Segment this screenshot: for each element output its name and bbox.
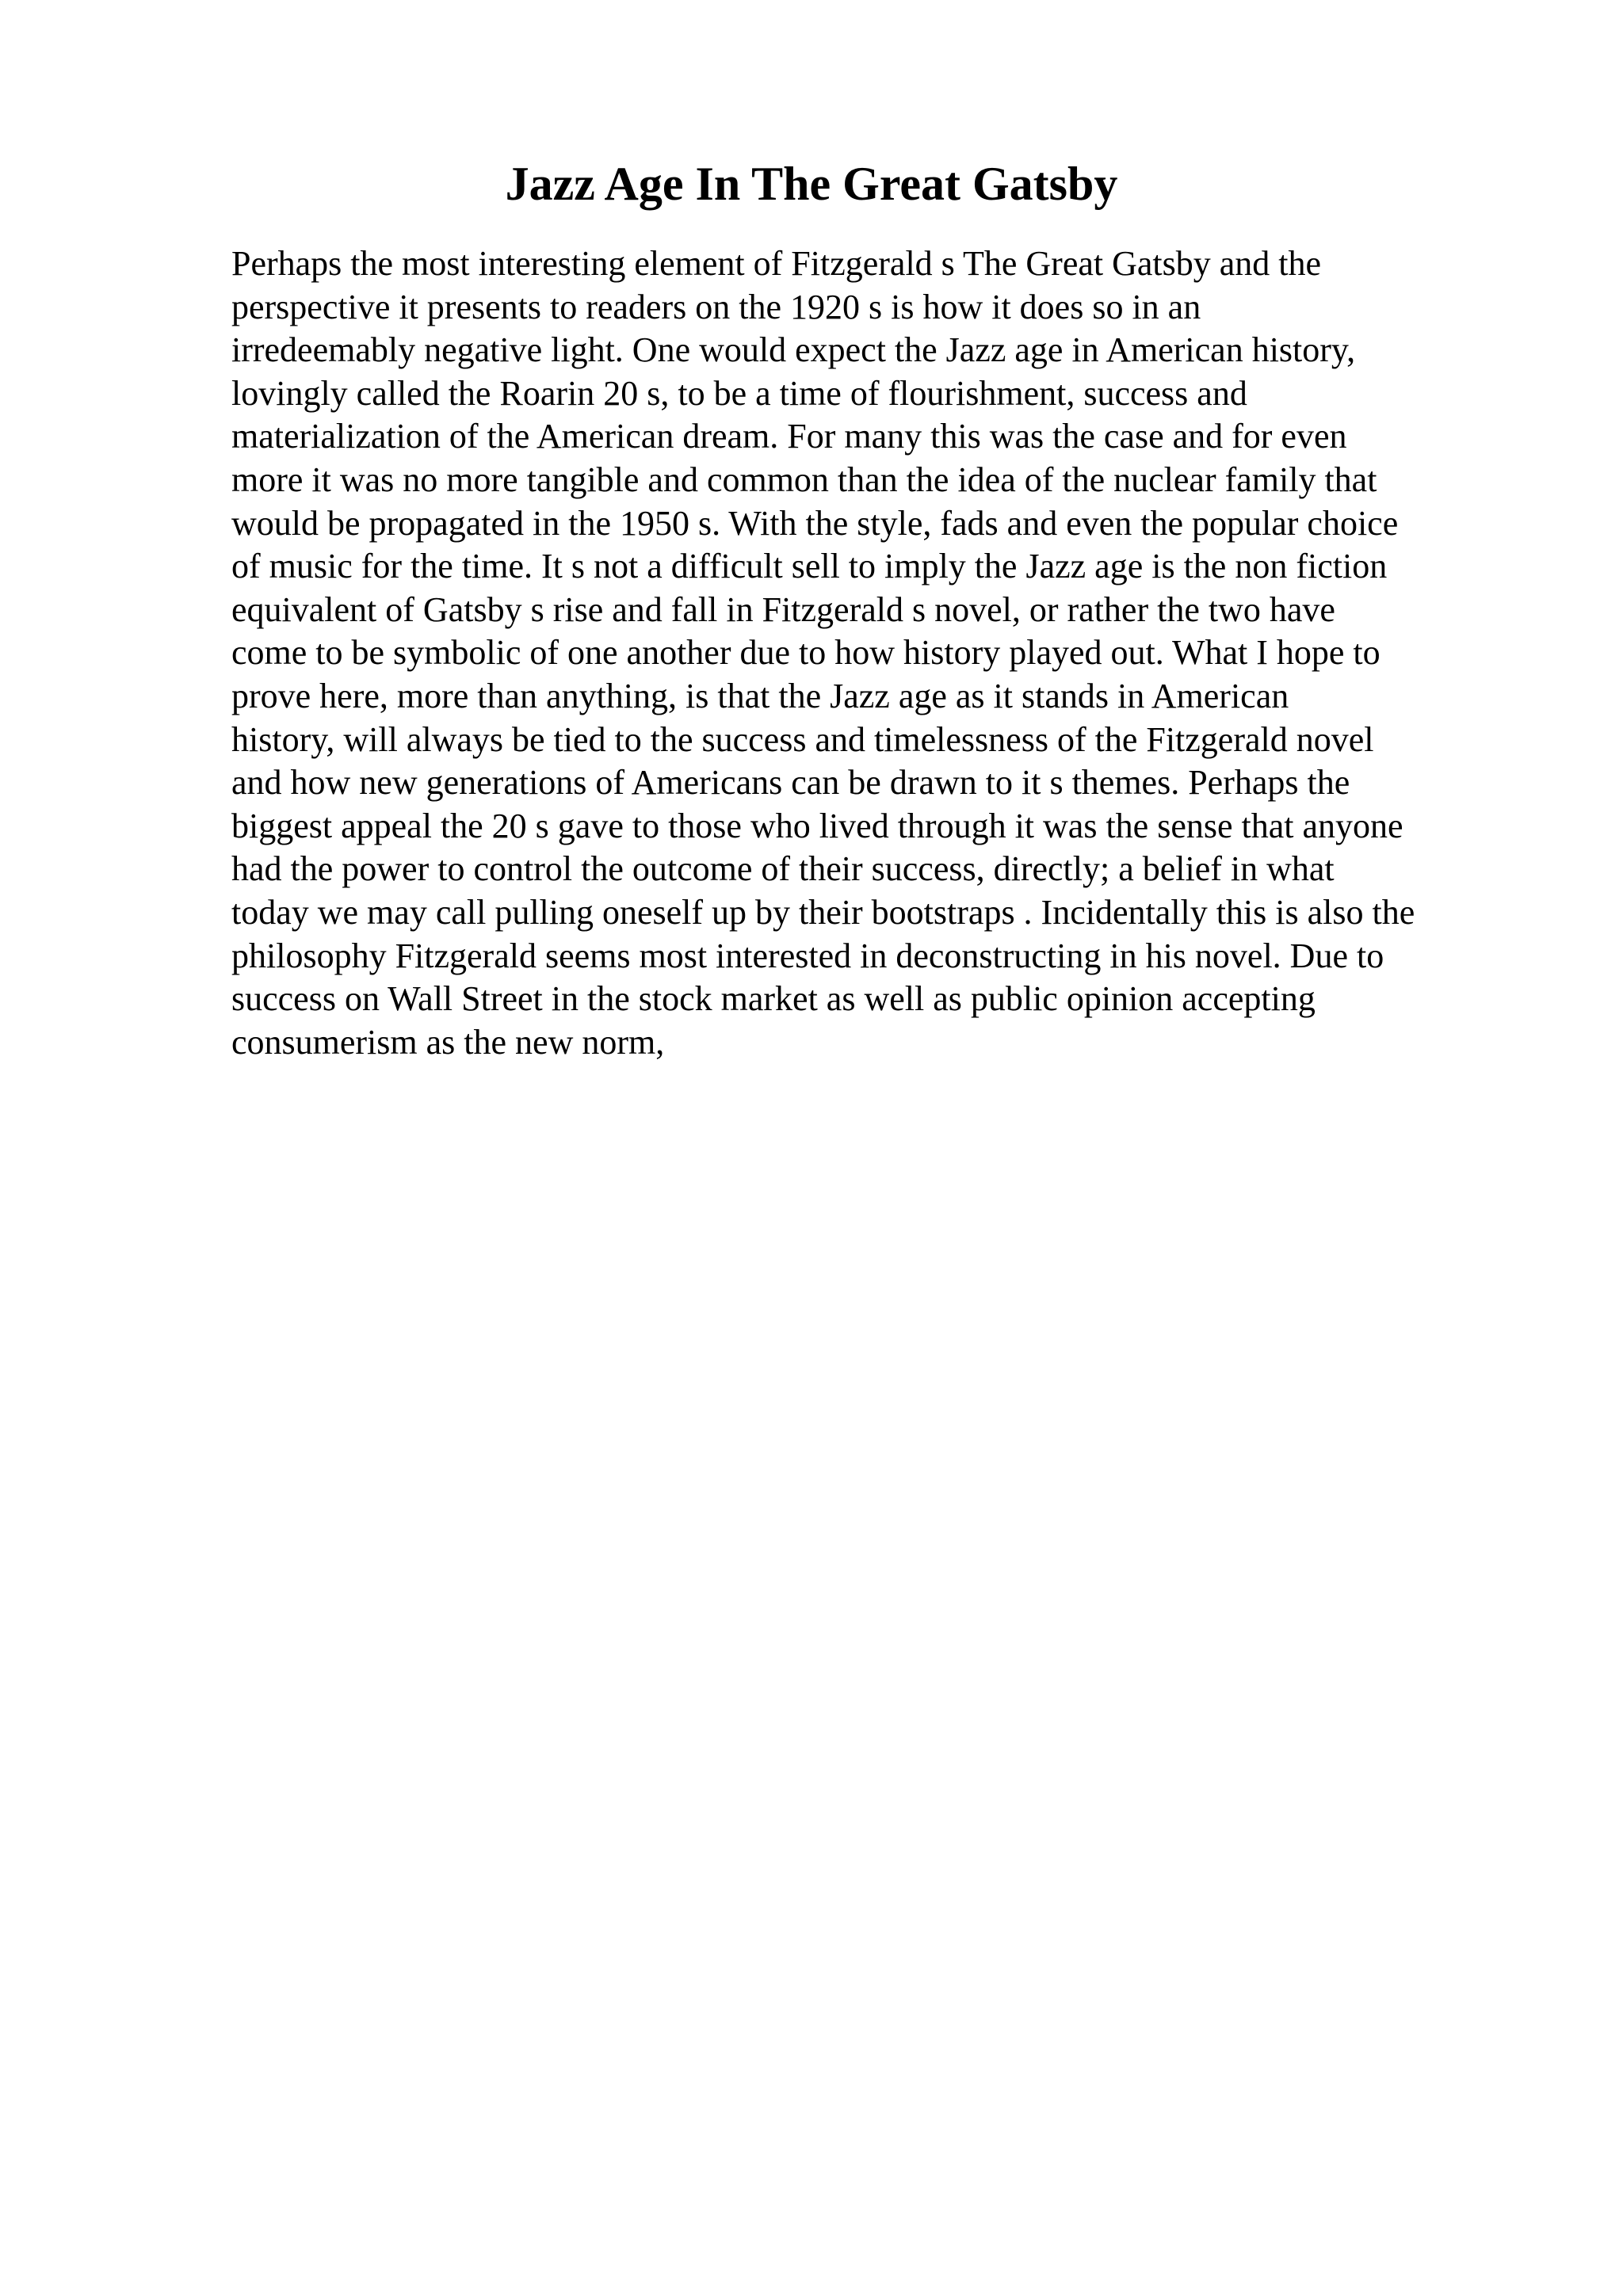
text-line: and how new generations of Americans can be drawn to it s themes. Perhaps the: [231, 763, 1350, 803]
text-line: consumerism as the new norm,: [231, 1022, 665, 1062]
text-line: irredeemably negative light. One would expect the Jazz age in American history,: [231, 330, 1356, 370]
text-line: had the power to control the outcome of their success, directly; a belief in what: [231, 849, 1335, 889]
body-paragraph: [231, 242, 1499, 1064]
text-line: Perhaps the most interesting element of Fitzgerald s The Great Gatsby and the: [231, 244, 1322, 283]
text-line: history, will always be tied to the success and timelessness of the Fitzgerald novel: [231, 719, 1374, 759]
page-title: Jazz Age In The Great Gatsby: [505, 158, 1118, 210]
text-line: more it was no more tangible and common than the idea of the nuclear family that: [231, 460, 1377, 499]
text-line: materialization of the American dream. For many this was the case and for even: [231, 417, 1347, 456]
text-line: today we may call pulling oneself up by their bootstraps . Incidentally this is also the: [231, 892, 1415, 932]
text-line: success on Wall Street in the stock market as well as public opinion accepting: [231, 979, 1316, 1019]
text-line: equivalent of Gatsby s rise and fall in Fitzgerald s novel, or rather the two have: [231, 589, 1335, 629]
text-line: would be propagated in the 1950 s. With the style, fads and even the popular choice: [231, 503, 1399, 543]
text-line: perspective it presents to readers on the 1920 s is how it does so in an: [231, 287, 1201, 326]
text-line: come to be symbolic of one another due to how history played out. What I hope to: [231, 633, 1381, 673]
text-line: lovingly called the Roarin 20 s, to be a time of flourishment, success and: [231, 373, 1247, 413]
text-line: philosophy Fitzgerald seems most interested in deconstructing in his novel. Due to: [231, 936, 1384, 975]
text-line: of music for the time. It s not a difficult sell to imply the Jazz age is the non fiction: [231, 547, 1388, 586]
text-line: prove here, more than anything, is that the Jazz age as it stands in American: [231, 676, 1289, 715]
text-line: biggest appeal the 20 s gave to those who lived through it was the sense that anyone: [231, 806, 1403, 845]
